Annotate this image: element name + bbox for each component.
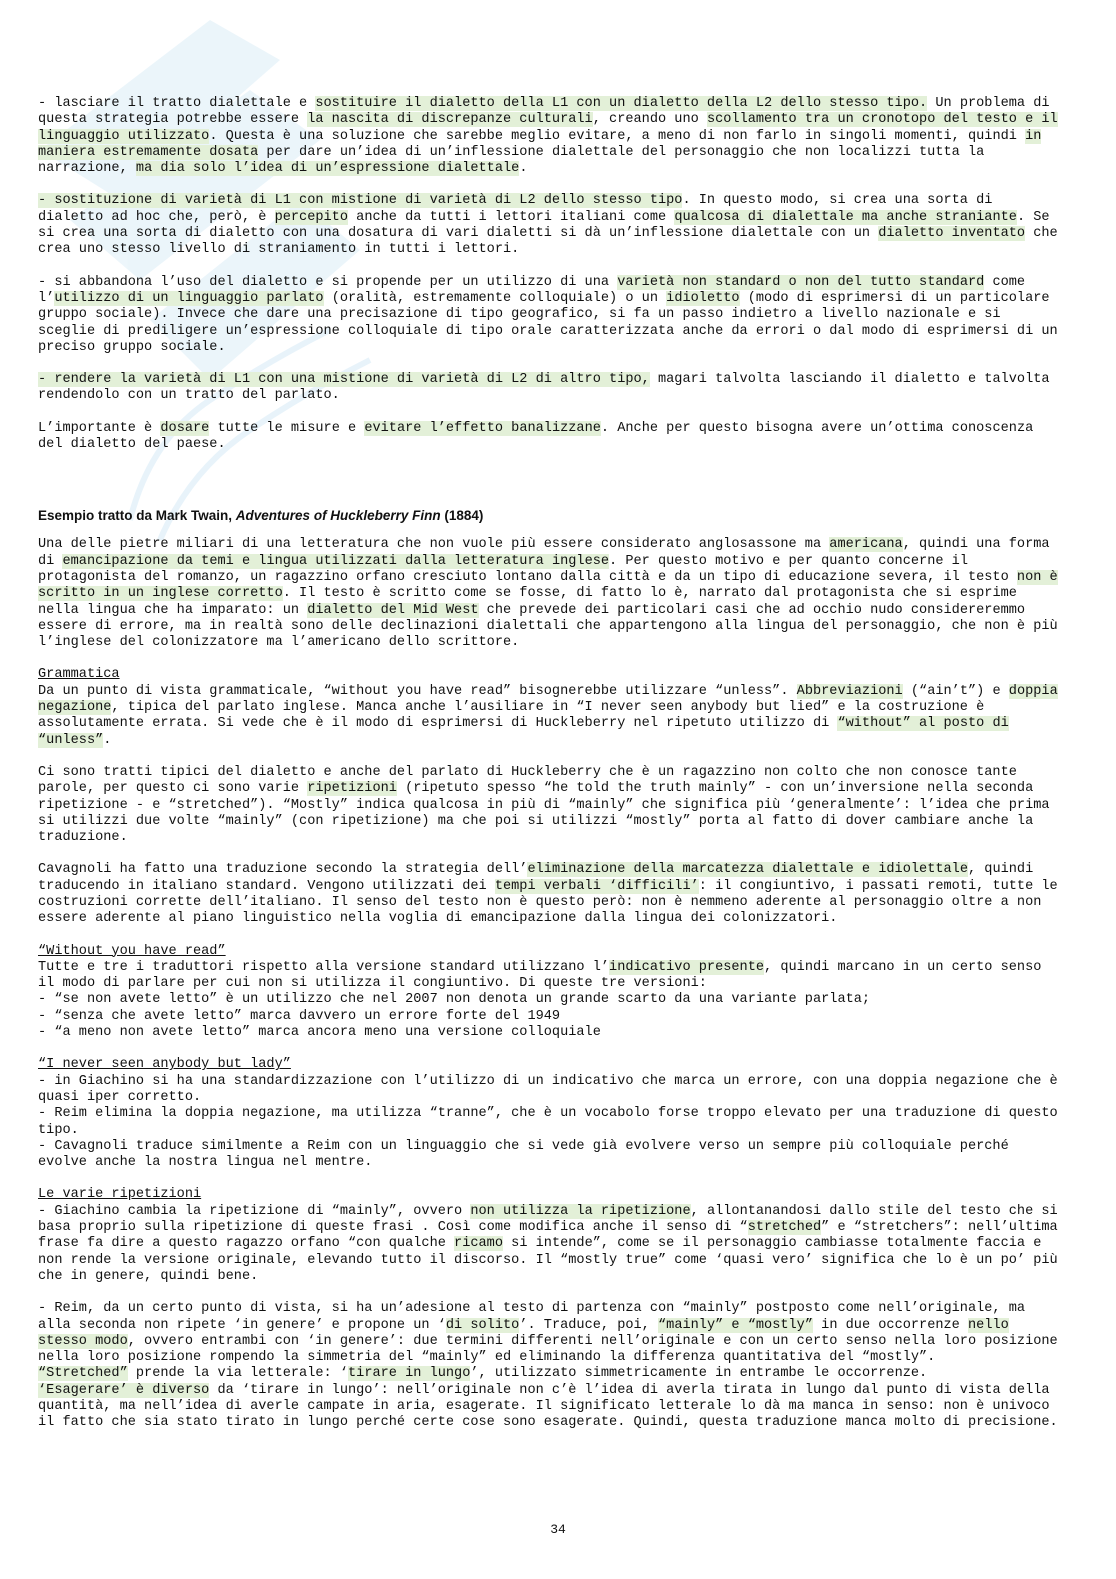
highlighted-text: sostituire il dialetto della L1 con un dialetto della L2 dello stesso tipo. (315, 96, 928, 111)
text-run: , quindi traducendo in italiano standard. Vengono utilizzati dei (38, 862, 1034, 894)
text-run: . Anche per questo bisogna avere un’ottima conoscenza del dialetto del paese. (38, 420, 1034, 453)
section-heading: Le varie ripetizioni (38, 1187, 202, 1203)
paragraph (38, 96, 1064, 177)
text-run: L’importante è (38, 420, 161, 436)
text-run: da ‘tirare in lungo’: nell’originale non c’è l’idea di averla tirata in lungo dal punto di vista della quantità, ma nell’idea di averle campate in aria, esagerate. Il significato letterale lo dà ma manca in senso: non è univoco il fatto che sia stato tirato in lungo perché certe cose sono esagerate. Quindi, questa traduzione manca molto di precisione. (38, 1382, 1058, 1431)
highlighted-text: utilizzo di un linguaggio parlato (54, 290, 324, 306)
text-run: , quindi una forma di (38, 537, 1050, 569)
paragraph (38, 960, 1064, 993)
list-item: - Reim elimina la doppia negazione, ma utilizza “tranne”, che è un vocabolo forse troppo elevato per una traduzione di questo tipo. (38, 1106, 1058, 1138)
highlighted-text: emancipazione da temi e lingua utilizzati dalla letteratura inglese (62, 553, 610, 569)
highlighted-text: stretched (747, 1220, 822, 1236)
highlighted-text: eliminazione della marcatezza dialettale e idiolettale (527, 862, 968, 878)
paragraph (38, 1383, 1064, 1432)
text-run: Cavagnoli ha fatto una traduzione secondo la strategia dell’ (38, 862, 528, 878)
text-run: magari talvolta lasciando il dialetto e talvolta rendendolo con un tratto del parlato. (38, 372, 1050, 404)
paragraph (38, 1301, 1064, 1366)
text-run: - Reim, da un certo punto di vista, si ha un’adesione al testo di partenza con “mainly” postposto come nell’originale, ma alla seconda non ripete ‘in genere’ e propone un ‘ (38, 1301, 1026, 1333)
highlighted-text: dialetto del Mid West (307, 602, 479, 618)
list-item: - Cavagnoli traduce similmente a Reim con un linguaggio che si vede già evolvere verso un sempre più colloquiale perché evolve anche la nostra lingua nel mentre. (38, 1138, 1009, 1171)
highlighted-text: ripetizioni (307, 781, 397, 797)
text-run: ’. Traduce, poi, (519, 1317, 658, 1333)
paragraph (38, 765, 1064, 846)
text-run: anche da tutti i lettori italiani come (348, 209, 675, 225)
highlighted-text: in maniera estremamente dosata (38, 128, 1042, 160)
highlighted-text: qualcosa di dialettale ma anche straniante (674, 209, 1017, 225)
highlighted-text: americana (829, 537, 903, 553)
text-run: ’, utilizzato simmetricamente in entrambe le occorrenze. (470, 1366, 928, 1382)
section-heading: Grammatica (38, 667, 120, 683)
highlighted-text: “mainly” e “mostly” (658, 1317, 813, 1333)
highlighted-text: non è scritto in un inglese corretto (38, 569, 1058, 602)
text-run: . Questa è una soluzione che sarebbe meglio evitare, a meno di non farlo in singoli momenti, quindi (209, 128, 1026, 144)
highlighted-text: tempi verbali ‘difficili’ (494, 878, 699, 894)
text-run: Da un punto di vista grammaticale, “without you have read” bisognerebbe utilizzare “unless”. (38, 683, 797, 699)
paragraph (38, 421, 1064, 454)
text-run: : il congiuntivo, i passati remoti, tutte le costruzioni corrette dell’italiano. Il senso del testo non è questo però: non è nemmeno aderente al personaggio oltre a non essere aderente al piano linguistico nella voglia di emancipazione dalla lingua dei colonizzatori. (38, 878, 1058, 927)
highlighted-text: percepito (274, 209, 348, 225)
text-run: - Giachino cambia la ripetizione di “mainly”, ovvero (38, 1203, 471, 1219)
text-run: Una delle pietre miliari di una letteratura che non vuole più essere considerato anglosassone ma (38, 537, 830, 553)
text-run: , tipica del parlato inglese. Manca anche l’ausiliare in “I never seen anybody but lied” e la costruzione è assolutamente errata. Si vede che è il modo di esprimersi di Huckleberry nel ripetuto utilizzo di (38, 700, 985, 732)
text-run: (modo di esprimersi di un particolare gruppo sociale). Invece che dare una precisazione di tipo geografico, si fa un passo indietro a livello nazionale e si sceglie di prediligere un’espressione colloquiale di tipo orale caratterizzata anche da errori o dal modo di esprimersi di un preciso gruppo sociale. (38, 290, 1058, 355)
paragraph (38, 1366, 1064, 1382)
paragraph (38, 862, 1064, 927)
paragraph (38, 372, 1064, 405)
highlighted-text: - rendere la varietà di L1 con una mistione di varietà di L2 di altro tipo, (38, 372, 650, 388)
text-run: (“ain’t”) e (902, 683, 1009, 699)
highlighted-text: indicativo presente (609, 959, 765, 975)
highlighted-text: evitare l’effetto banalizzane (364, 420, 601, 436)
highlighted-text: ‘Esagerare’ è diverso (38, 1382, 210, 1398)
text-run: Ci sono tratti tipici del dialetto e anche del parlato di Huckleberry che è un ragazzino non colto che non conosce tante parole, per questo ci sono varie (38, 764, 1017, 797)
highlighted-text: “Stretched” (38, 1366, 128, 1382)
highlighted-text: di solito (445, 1317, 520, 1333)
highlighted-text: ricamo (454, 1236, 503, 1252)
highlighted-text: varietà non standard o non del tutto standard (617, 274, 985, 290)
text-run: (ripetuto spesso “he told the truth mainly” - con un’inversione nella seconda ripetizione - e “stretched”). “Mostly” indica qualcosa in più di “mainly” che significa più ‘generalmente’: l’idea che prima si utilizzi due volte “mainly” (con ripetizione) ma che poi si utilizzi “mostly” porta al fatto di dover cambiare anche la traduzione. (38, 781, 1050, 846)
highlighted-text: tirare in lungo (348, 1366, 471, 1382)
list-item: - “a meno non avete letto” marca ancora meno una versione colloquiale (38, 1025, 601, 1041)
text-run: prende la via letterale: ‘ (127, 1366, 348, 1382)
list-item: - in Giachino si ha una standardizzazione con l’utilizzo di un indicativo che marca un errore, con una doppia negazione che è quasi iper corretto. (38, 1073, 1058, 1105)
text-run: . (103, 732, 112, 748)
text-run: per dare un’idea di un’inflessione dialettale del personaggio che non localizzi tutta la narrazione, (38, 144, 985, 177)
text-run: , quindi marcano in un certo senso il modo di parlare per cui non si utilizza il congiuntivo. Di queste tre versioni: (38, 959, 1042, 992)
text-run: come l’ (38, 274, 1026, 306)
example-heading: Esempio tratto da Mark Twain, Adventures of Huckleberry Finn (1884) (38, 508, 484, 524)
text-run: che crea uno stesso livello di straniamento in tutti i lettori. (38, 226, 1058, 258)
paragraph (38, 193, 1064, 258)
text-run: si intende”, come se il personaggio cambiasse totalmente faccia e non rende la versione originale, elevando tutto il discorso. Il “mostly true” come ‘quasi vero’ significa che lo è un po’ più che in genere, quindi bene. (38, 1236, 1058, 1284)
text-run: ” e “stretchers”: nell’ultima frase fa dire a questo ragazzo orfano “con qualche (38, 1220, 1058, 1252)
highlighted-text: la nascita di discrepanze culturali (307, 112, 593, 128)
highlighted-text: - sostituzione di varietà di L1 con mistione di varietà di L2 dello stesso tipo (38, 193, 683, 209)
text-run: tutte le misure e (209, 420, 365, 436)
text-run: . Se si crea una sorta di dialetto con una dosatura di vari dialetti si dà un’inflessione dialettale con un (38, 209, 1050, 242)
list-item: - “se non avete letto” è un utilizzo che nel 2007 non denota un grande scarto da una variante parlata; (38, 992, 871, 1008)
highlighted-text: dosare (160, 420, 210, 436)
text-run: . In questo modo, si crea una sorta di dialetto ad hoc che, però, è (38, 193, 993, 225)
text-run: - si abbandona l’uso del dialetto e si propende per un utilizzo di una (38, 274, 618, 290)
highlighted-text: “without” al posto di “unless” (38, 716, 1009, 748)
paragraph (38, 684, 1064, 749)
list-item: - “senza che avete letto” marca davvero un errore forte del 1949 (38, 1008, 561, 1024)
page-content (38, 96, 1064, 1432)
text-run: Un problema di questa strategia potrebbe essere (38, 96, 1050, 128)
highlighted-text: Abbreviazioni (796, 683, 903, 699)
highlighted-text: ma dia solo l’idea di un’espressione dialettale (135, 161, 520, 177)
text-run: Tutte e tre i traduttori rispetto alla versione standard utilizzano l’ (38, 959, 610, 975)
text-run: (oralità, estremamente colloquiale) o un (323, 290, 667, 306)
text-run: , ovvero entrambi con ‘in genere’: due termini differenti nell’originale e con un certo senso nella loro posizione nella loro posizione rompendo la simmetria del “mainly” ed eliminando la differenza quantitativa del “mostly”. (38, 1333, 1058, 1366)
text-run: che prevede dei particolari casi che ad occhio nudo considereremmo essere di errore, ma in realtà sono delle declinazioni dialettali che appartengono alla lingua del personaggio, che non è più l’inglese del colonizzatore ma l’americano dello scrittore. (38, 602, 1058, 651)
paragraph (38, 275, 1064, 356)
highlighted-text: non utilizza la ripetizione (470, 1203, 691, 1219)
highlighted-text: scollamento tra un cronotopo del testo e il linguaggio utilizzato (38, 112, 1058, 144)
highlighted-text: nello stesso modo (38, 1317, 1009, 1349)
text-run: . Per questo motivo e per quanto concerne il protagonista del romanzo, un ragazzino orfano cresciuto lontano dalla città e da un tipo di educazione severa, il testo (38, 553, 1017, 585)
page-number: 34 (550, 1522, 566, 1537)
highlighted-text: doppia negazione (38, 683, 1058, 716)
text-run: , creando uno (592, 112, 707, 128)
text-run: in due occorrenze (813, 1317, 968, 1333)
paragraph (38, 537, 1064, 651)
section-heading: “I never seen anybody but lady” (38, 1057, 291, 1073)
section-heading: “Without you have read” (38, 943, 226, 959)
highlighted-text: dialetto inventato (878, 226, 1026, 242)
highlighted-text: idioletto (666, 290, 740, 306)
text-run: . (519, 161, 528, 177)
text-run: . Il testo è scritto come se fosse, di fatto lo è, narrato dal protagonista che si esprime nella lingua che ha imparato: un (38, 586, 1017, 618)
text-run: - lasciare il tratto dialettale e (38, 96, 316, 111)
text-run: , allontanandosi dallo stile del testo che si basa proprio sulla ripetizione di queste frasi . Così come modifica anche il senso di “ (38, 1203, 1058, 1236)
paragraph (38, 1204, 1064, 1285)
